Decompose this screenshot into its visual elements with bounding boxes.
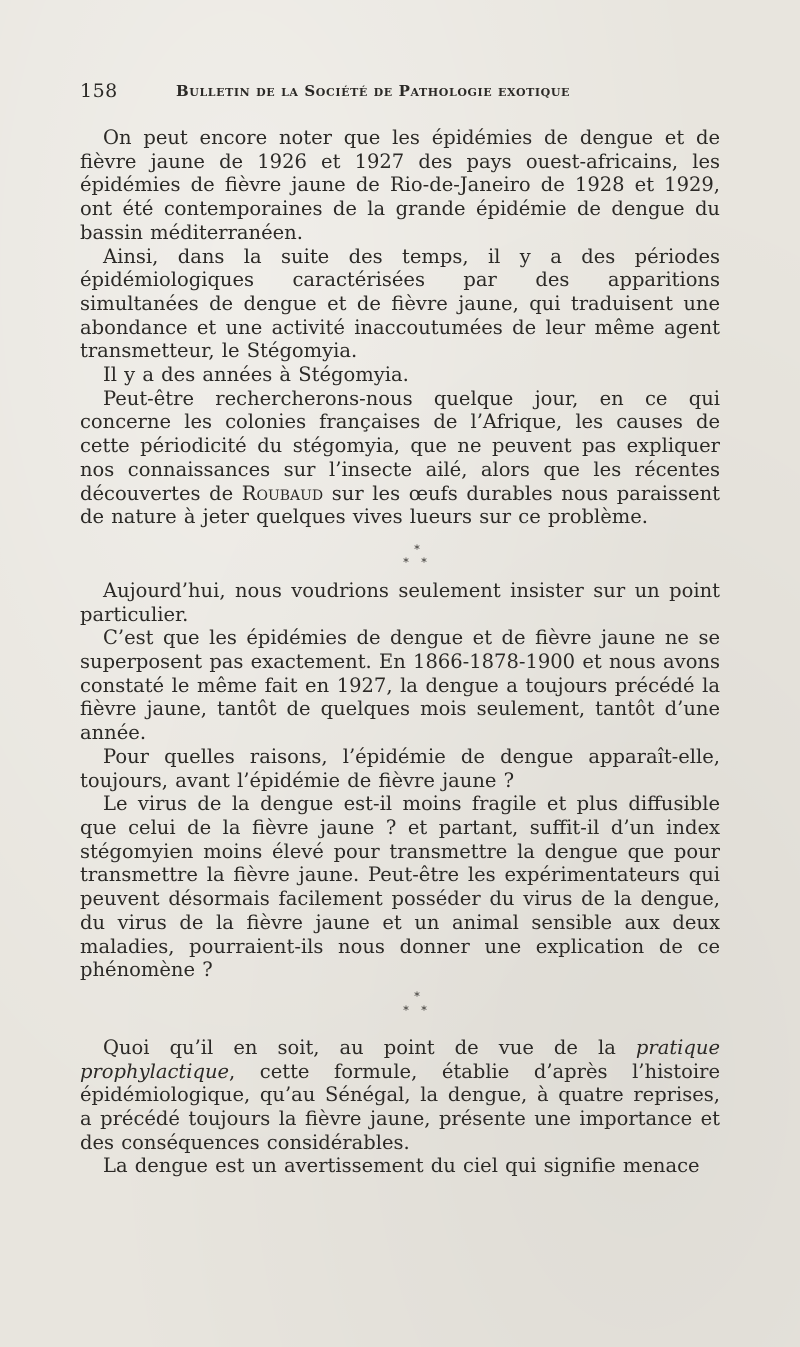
paragraph-1: On peut encore noter que les épidémies de dengue et de fièvre jaune de 1926 et 1927 des pays ouest-africains, les épidémies de fièvre jaune de Rio-de-Janeiro de 1928 et 1929, ont été contemporaines de la grande épidémie de dengue du bassin méditerranéen. xyxy=(80,126,720,244)
page-header xyxy=(0,80,800,110)
paragraph-9 xyxy=(80,1036,720,1155)
paragraph-9-text-a: Quoi qu’il en soit, au point de vue de la xyxy=(103,1035,636,1059)
divider-star-single: * xyxy=(414,542,420,556)
section-divider-2 xyxy=(80,982,720,1036)
page-number: 158 xyxy=(80,80,118,102)
paragraph-6: C’est que les épidémies de dengue et de fièvre jaune ne se superposent pas exactement. En 1866-1878-1900 et nous avons constaté le même fait en 1927, la dengue a toujours précédé la fièvre jaune, tantôt de quelques mois seulement, tantôt d’une année. xyxy=(80,626,720,745)
paragraph-8: Le virus de la dengue est-il moins fragile et plus diffusible que celui de la fièvre jaune ? et partant, suffit-il d’un index stégomyien moins élevé pour transmettre la dengue que pour transmettre la fièvre jaune. Peut-être les expérimentateurs qui peuvent désormais facilement posséder du virus de la dengue, du virus de la fièvre jaune et un animal sensible aux deux maladies, pourraient-ils nous donner une explication de ce phénomène ? xyxy=(80,792,720,982)
divider-star-double: * * xyxy=(403,1003,431,1017)
paragraph-2: Ainsi, dans la suite des temps, il y a des périodes épidémiologiques caractérisées par des apparitions simultanées de dengue et de fièvre jaune, qui traduisent une abondance et une activité inaccoutumées de leur même agent transmetteur, le Stégomyia. xyxy=(80,244,720,363)
paragraph-4-text-b: sur les œufs durables nous paraissent de nature à jeter quelques vives lueurs sur ce problème. xyxy=(80,481,720,529)
paragraph-9-text-b: , cette formule, établie d’après l’histoire épidémiologique, qu’au Sénégal, la dengue, à quatre reprises, a précédé toujours la fièvre jaune, présente une importance et des conséquences considérables. xyxy=(80,1059,720,1154)
paragraph-4-text-a: Peut-être rechercherons-nous quelque jour, en ce qui concerne les colonies françaises de l’Afrique, les causes de cette périodicité du stégomyia, que ne peuvent pas expliquer nos connaissances sur l’insecte ailé, alors que les récentes découvertes de xyxy=(80,386,720,505)
paragraph-7: Pour quelles raisons, l’épidémie de dengue apparaît-elle, toujours, avant l’épidémie de fièvre jaune ? xyxy=(80,744,720,792)
section-divider-1 xyxy=(80,529,720,579)
divider-star-single: * xyxy=(414,989,420,1003)
running-title: Bulletin de la Société de Pathologie exotique xyxy=(176,82,571,100)
divider-star-double: * * xyxy=(403,555,431,569)
paragraph-10: La dengue est un avertissement du ciel qui signifie menace xyxy=(103,1154,700,1178)
body-text xyxy=(80,126,720,1178)
paragraph-3: Il y a des années à Stégomyia. xyxy=(103,363,409,387)
paragraph-5: Aujourd’hui, nous voudrions seulement insister sur un point particulier. xyxy=(80,578,720,626)
paragraph-4 xyxy=(80,387,720,529)
italic-phrase: pratique prophylactique xyxy=(80,1035,720,1083)
author-name-roubaud: Roubaud xyxy=(241,481,324,505)
